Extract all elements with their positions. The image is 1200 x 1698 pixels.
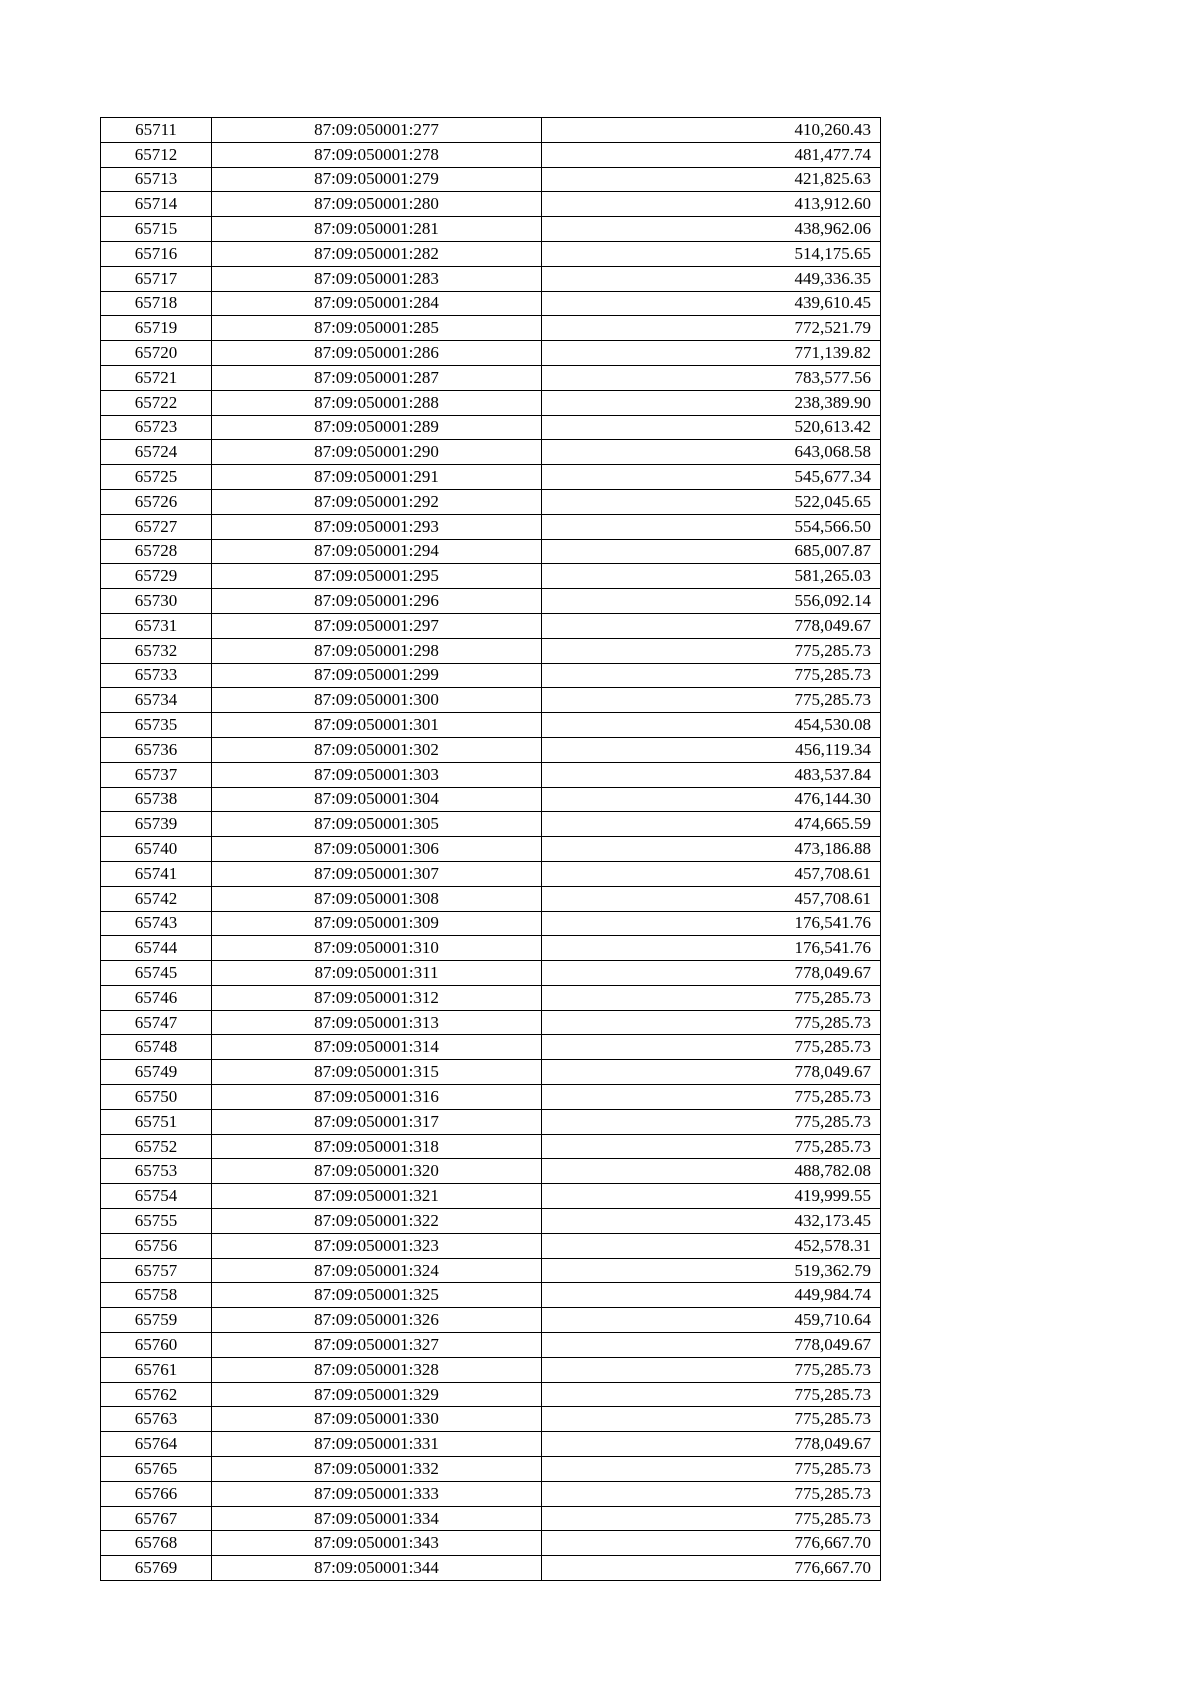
cadastral-value-cell: 775,285.73 [542,1457,881,1482]
cadastral-value-cell: 775,285.73 [542,1085,881,1110]
table-row [101,489,881,514]
cadastral-number-cell: 87:09:050001:343 [212,1531,542,1556]
row-number-cell: 65746 [101,985,212,1010]
row-number-cell: 65763 [101,1407,212,1432]
cadastral-value-cell: 775,285.73 [542,985,881,1010]
table-row [101,1109,881,1134]
cadastral-value-cell: 771,139.82 [542,341,881,366]
cadastral-number-cell: 87:09:050001:279 [212,167,542,192]
table-row [101,861,881,886]
cadastral-number-cell: 87:09:050001:292 [212,489,542,514]
cadastral-number-cell: 87:09:050001:301 [212,713,542,738]
cadastral-value-cell: 476,144.30 [542,787,881,812]
row-number-cell: 65761 [101,1357,212,1382]
table-row [101,1333,881,1358]
cadastral-number-cell: 87:09:050001:314 [212,1035,542,1060]
cadastral-number-cell: 87:09:050001:302 [212,737,542,762]
row-number-cell: 65751 [101,1109,212,1134]
row-number-cell: 65766 [101,1481,212,1506]
cadastral-value-cell: 238,389.90 [542,390,881,415]
row-number-cell: 65767 [101,1506,212,1531]
row-number-cell: 65722 [101,390,212,415]
table-row [101,1233,881,1258]
row-number-cell: 65743 [101,911,212,936]
cadastral-value-cell: 176,541.76 [542,911,881,936]
cadastral-value-cell: 473,186.88 [542,837,881,862]
row-number-cell: 65725 [101,465,212,490]
table-row [101,217,881,242]
cadastral-number-cell: 87:09:050001:317 [212,1109,542,1134]
table-row [101,886,881,911]
table-row [101,589,881,614]
cadastral-value-cell: 419,999.55 [542,1184,881,1209]
cadastral-number-cell: 87:09:050001:309 [212,911,542,936]
table-row [101,1134,881,1159]
row-number-cell: 65731 [101,613,212,638]
table-row [101,1481,881,1506]
row-number-cell: 65750 [101,1085,212,1110]
table-row [101,415,881,440]
row-number-cell: 65765 [101,1457,212,1482]
cadastral-number-cell: 87:09:050001:330 [212,1407,542,1432]
cadastral-value-cell: 775,285.73 [542,1481,881,1506]
row-number-cell: 65712 [101,142,212,167]
cadastral-number-cell: 87:09:050001:282 [212,241,542,266]
cadastral-value-cell: 488,782.08 [542,1159,881,1184]
row-number-cell: 65728 [101,539,212,564]
cadastral-value-cell: 514,175.65 [542,241,881,266]
cadastral-value-cell: 432,173.45 [542,1209,881,1234]
row-number-cell: 65721 [101,365,212,390]
row-number-cell: 65749 [101,1060,212,1085]
cadastral-value-cell: 481,477.74 [542,142,881,167]
row-number-cell: 65736 [101,737,212,762]
table-row [101,465,881,490]
cadastral-value-cell: 772,521.79 [542,316,881,341]
table-row [101,1085,881,1110]
table-row [101,911,881,936]
table-row [101,1010,881,1035]
table-row [101,1209,881,1234]
cadastral-number-cell: 87:09:050001:344 [212,1556,542,1581]
row-number-cell: 65738 [101,787,212,812]
cadastral-value-cell: 556,092.14 [542,589,881,614]
cadastral-number-cell: 87:09:050001:324 [212,1258,542,1283]
row-number-cell: 65769 [101,1556,212,1581]
cadastral-number-cell: 87:09:050001:321 [212,1184,542,1209]
table-row [101,713,881,738]
row-number-cell: 65716 [101,241,212,266]
cadastral-value-cell: 775,285.73 [542,1035,881,1060]
row-number-cell: 65735 [101,713,212,738]
table-row [101,142,881,167]
cadastral-value-cell: 685,007.87 [542,539,881,564]
cadastral-value-cell: 457,708.61 [542,861,881,886]
cadastral-number-cell: 87:09:050001:299 [212,663,542,688]
row-number-cell: 65748 [101,1035,212,1060]
row-number-cell: 65762 [101,1382,212,1407]
cadastral-number-cell: 87:09:050001:306 [212,837,542,862]
cadastral-number-cell: 87:09:050001:298 [212,638,542,663]
row-number-cell: 65717 [101,266,212,291]
cadastral-value-cell: 449,984.74 [542,1283,881,1308]
row-number-cell: 65737 [101,762,212,787]
cadastral-number-cell: 87:09:050001:291 [212,465,542,490]
cadastral-value-cell: 438,962.06 [542,217,881,242]
table-row [101,1531,881,1556]
table-row [101,341,881,366]
row-number-cell: 65714 [101,192,212,217]
row-number-cell: 65753 [101,1159,212,1184]
cadastral-value-cell: 775,285.73 [542,1382,881,1407]
cadastral-value-cell: 778,049.67 [542,1333,881,1358]
cadastral-number-cell: 87:09:050001:277 [212,118,542,143]
cadastral-number-cell: 87:09:050001:304 [212,787,542,812]
table-row [101,1382,881,1407]
table-row [101,1506,881,1531]
cadastral-value-cell: 439,610.45 [542,291,881,316]
row-number-cell: 65733 [101,663,212,688]
table-row [101,241,881,266]
cadastral-number-cell: 87:09:050001:333 [212,1481,542,1506]
cadastral-number-cell: 87:09:050001:280 [212,192,542,217]
cadastral-value-cell: 775,285.73 [542,1407,881,1432]
row-number-cell: 65741 [101,861,212,886]
cadastral-number-cell: 87:09:050001:287 [212,365,542,390]
cadastral-value-cell: 449,336.35 [542,266,881,291]
cadastral-number-cell: 87:09:050001:310 [212,936,542,961]
row-number-cell: 65752 [101,1134,212,1159]
row-number-cell: 65739 [101,812,212,837]
cadastral-value-cell: 775,285.73 [542,663,881,688]
cadastral-value-cell: 778,049.67 [542,1432,881,1457]
row-number-cell: 65744 [101,936,212,961]
table-row [101,1556,881,1581]
table-row [101,1432,881,1457]
cadastral-number-cell: 87:09:050001:288 [212,390,542,415]
cadastral-value-cell: 176,541.76 [542,936,881,961]
cadastral-value-cell: 775,285.73 [542,1134,881,1159]
cadastral-value-cell: 520,613.42 [542,415,881,440]
cadastral-number-cell: 87:09:050001:284 [212,291,542,316]
row-number-cell: 65724 [101,440,212,465]
cadastral-value-cell: 783,577.56 [542,365,881,390]
table-row [101,539,881,564]
table-row [101,192,881,217]
table-row [101,638,881,663]
table-row [101,266,881,291]
table-row [101,118,881,143]
table-row [101,1457,881,1482]
cadastral-number-cell: 87:09:050001:323 [212,1233,542,1258]
table-row [101,787,881,812]
row-number-cell: 65768 [101,1531,212,1556]
row-number-cell: 65740 [101,837,212,862]
cadastral-value-cell: 775,285.73 [542,688,881,713]
cadastral-value-cell: 778,049.67 [542,613,881,638]
cadastral-number-cell: 87:09:050001:316 [212,1085,542,1110]
row-number-cell: 65732 [101,638,212,663]
table-row [101,837,881,862]
row-number-cell: 65718 [101,291,212,316]
row-number-cell: 65726 [101,489,212,514]
cadastral-number-cell: 87:09:050001:327 [212,1333,542,1358]
cadastral-value-cell: 454,530.08 [542,713,881,738]
table-row [101,1308,881,1333]
table-row [101,390,881,415]
cadastral-number-cell: 87:09:050001:334 [212,1506,542,1531]
cadastral-value-cell: 413,912.60 [542,192,881,217]
table-row [101,440,881,465]
row-number-cell: 65745 [101,961,212,986]
cadastral-number-cell: 87:09:050001:286 [212,341,542,366]
cadastral-value-cell: 776,667.70 [542,1531,881,1556]
cadastral-number-cell: 87:09:050001:329 [212,1382,542,1407]
cadastral-number-cell: 87:09:050001:318 [212,1134,542,1159]
table-row [101,1357,881,1382]
row-number-cell: 65755 [101,1209,212,1234]
table-row [101,1035,881,1060]
row-number-cell: 65729 [101,564,212,589]
table-row [101,564,881,589]
cadastral-number-cell: 87:09:050001:325 [212,1283,542,1308]
cadastral-number-cell: 87:09:050001:332 [212,1457,542,1482]
cadastral-value-cell: 776,667.70 [542,1556,881,1581]
table-row [101,316,881,341]
cadastral-number-cell: 87:09:050001:307 [212,861,542,886]
cadastral-number-cell: 87:09:050001:283 [212,266,542,291]
cadastral-number-cell: 87:09:050001:294 [212,539,542,564]
cadastral-number-cell: 87:09:050001:303 [212,762,542,787]
table-body [101,118,881,1581]
table-row [101,688,881,713]
row-number-cell: 65713 [101,167,212,192]
row-number-cell: 65723 [101,415,212,440]
cadastral-number-cell: 87:09:050001:322 [212,1209,542,1234]
cadastral-value-cell: 775,285.73 [542,638,881,663]
cadastral-number-cell: 87:09:050001:313 [212,1010,542,1035]
cadastral-value-cell: 410,260.43 [542,118,881,143]
cadastral-value-cell: 522,045.65 [542,489,881,514]
table-row [101,365,881,390]
cadastral-value-cell: 457,708.61 [542,886,881,911]
cadastral-number-cell: 87:09:050001:278 [212,142,542,167]
row-number-cell: 65759 [101,1308,212,1333]
cadastral-value-cell: 775,285.73 [542,1357,881,1382]
cadastral-number-cell: 87:09:050001:312 [212,985,542,1010]
row-number-cell: 65730 [101,589,212,614]
cadastral-number-cell: 87:09:050001:290 [212,440,542,465]
table-row [101,663,881,688]
table-row [101,613,881,638]
cadastral-value-cell: 775,285.73 [542,1010,881,1035]
table-row [101,1159,881,1184]
cadastral-value-cell: 421,825.63 [542,167,881,192]
table-row [101,762,881,787]
row-number-cell: 65711 [101,118,212,143]
row-number-cell: 65758 [101,1283,212,1308]
table-row [101,737,881,762]
cadastral-value-cell: 545,677.34 [542,465,881,490]
cadastral-value-cell: 775,285.73 [542,1506,881,1531]
cadastral-value-cell: 554,566.50 [542,514,881,539]
cadastral-value-cell: 643,068.58 [542,440,881,465]
table-row [101,1407,881,1432]
table-row [101,1283,881,1308]
cadastral-number-cell: 87:09:050001:326 [212,1308,542,1333]
cadastral-value-table [100,117,881,1581]
cadastral-number-cell: 87:09:050001:293 [212,514,542,539]
cadastral-value-cell: 452,578.31 [542,1233,881,1258]
cadastral-number-cell: 87:09:050001:289 [212,415,542,440]
table-row [101,985,881,1010]
cadastral-value-cell: 456,119.34 [542,737,881,762]
cadastral-number-cell: 87:09:050001:311 [212,961,542,986]
row-number-cell: 65747 [101,1010,212,1035]
row-number-cell: 65715 [101,217,212,242]
row-number-cell: 65720 [101,341,212,366]
row-number-cell: 65764 [101,1432,212,1457]
row-number-cell: 65756 [101,1233,212,1258]
row-number-cell: 65754 [101,1184,212,1209]
cadastral-number-cell: 87:09:050001:315 [212,1060,542,1085]
table-row [101,514,881,539]
cadastral-value-cell: 483,537.84 [542,762,881,787]
cadastral-number-cell: 87:09:050001:295 [212,564,542,589]
table-row [101,1184,881,1209]
table-row [101,291,881,316]
table-row [101,167,881,192]
row-number-cell: 65760 [101,1333,212,1358]
cadastral-value-cell: 581,265.03 [542,564,881,589]
cadastral-number-cell: 87:09:050001:281 [212,217,542,242]
row-number-cell: 65734 [101,688,212,713]
row-number-cell: 65719 [101,316,212,341]
table-row [101,812,881,837]
cadastral-number-cell: 87:09:050001:331 [212,1432,542,1457]
cadastral-number-cell: 87:09:050001:297 [212,613,542,638]
cadastral-value-cell: 778,049.67 [542,961,881,986]
row-number-cell: 65742 [101,886,212,911]
cadastral-number-cell: 87:09:050001:308 [212,886,542,911]
table-row [101,1060,881,1085]
row-number-cell: 65727 [101,514,212,539]
table-row [101,936,881,961]
cadastral-value-cell: 459,710.64 [542,1308,881,1333]
cadastral-number-cell: 87:09:050001:300 [212,688,542,713]
cadastral-number-cell: 87:09:050001:285 [212,316,542,341]
table-row [101,961,881,986]
cadastral-number-cell: 87:09:050001:328 [212,1357,542,1382]
cadastral-value-cell: 778,049.67 [542,1060,881,1085]
cadastral-value-cell: 519,362.79 [542,1258,881,1283]
cadastral-number-cell: 87:09:050001:296 [212,589,542,614]
cadastral-number-cell: 87:09:050001:305 [212,812,542,837]
table-row [101,1258,881,1283]
cadastral-value-cell: 775,285.73 [542,1109,881,1134]
row-number-cell: 65757 [101,1258,212,1283]
cadastral-value-cell: 474,665.59 [542,812,881,837]
cadastral-number-cell: 87:09:050001:320 [212,1159,542,1184]
